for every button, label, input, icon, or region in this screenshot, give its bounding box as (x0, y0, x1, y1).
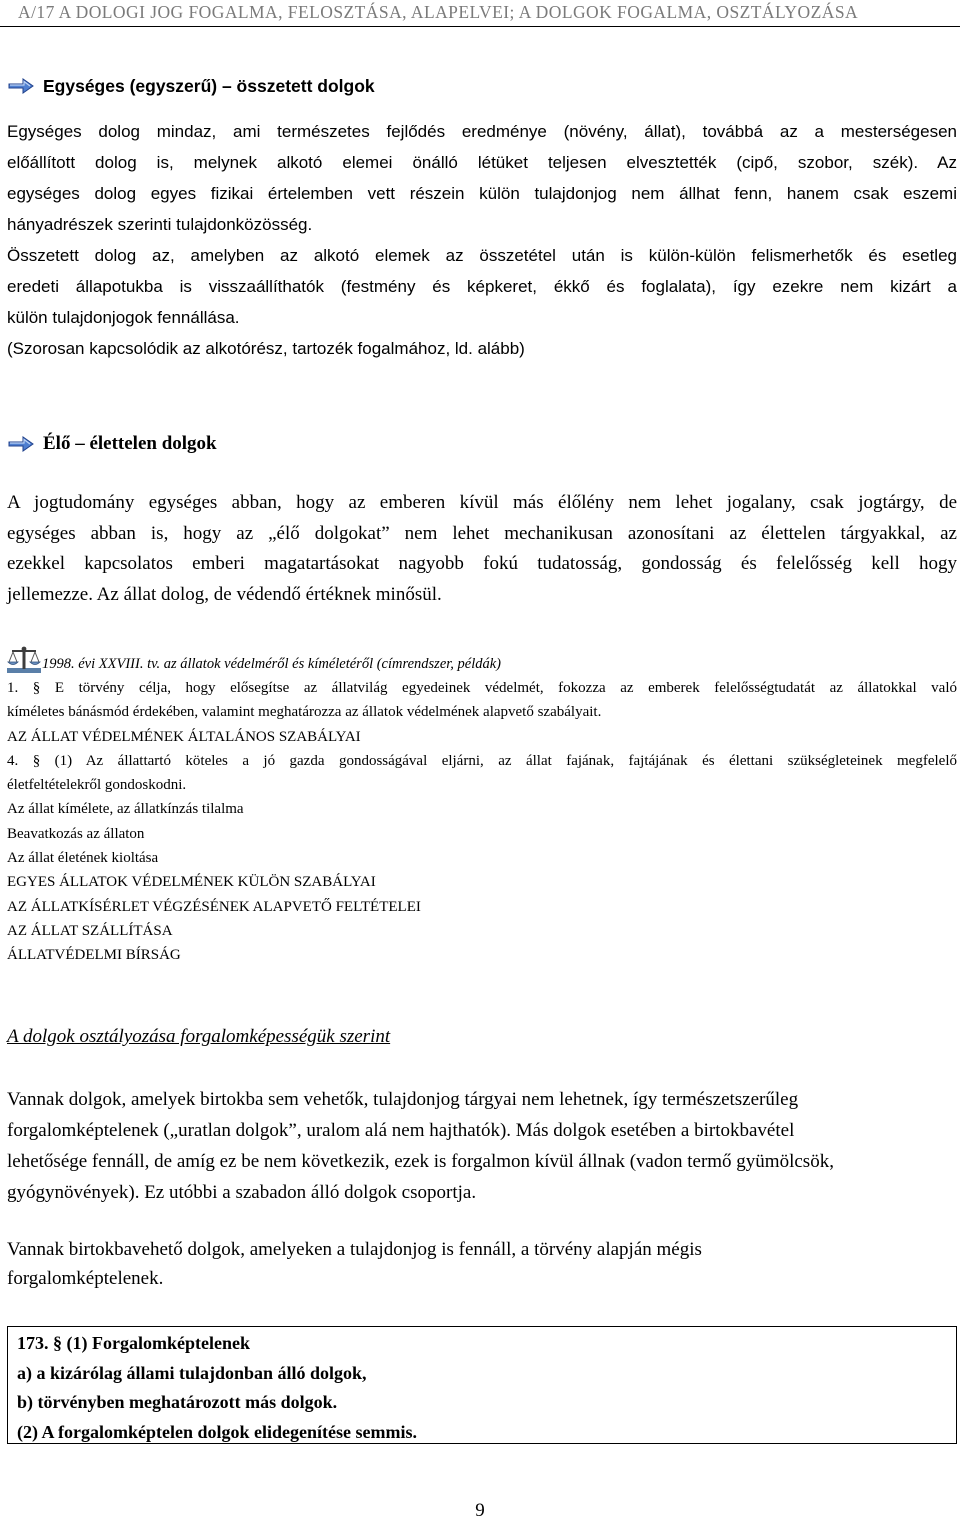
section-heading-forgalomkepesseg: A dolgok osztályozása forgalomképességük szerint (7, 1026, 391, 1047)
text-line: lehetősége fennáll, de amíg ez be nem következik, ezek is forgalmon kívül állnak (vadon termő gyümölcsök, (7, 1151, 834, 1172)
text-line: előállított dolog is, melynek alkotó elemei önálló létüket teljesen elvesztették (cipő, szobor, szék). Az (7, 153, 957, 172)
law-line: életfeltételekről gondoskodni. (7, 777, 187, 794)
statute-line: b) törvényben meghatározott más dolgok. (17, 1392, 338, 1412)
header-title: A/17 A DOLOGI JOG FOGALMA, FELOSZTÁSA, ALAPELVEI; A DOLGOK FOGALMA, OSZTÁLYOZÁSA (18, 2, 859, 22)
page-number: 9 (475, 1500, 485, 1521)
law-line: kíméletes bánásmód érdekében, valamint meghatározza az állatok védelmének alapvető szabályait. (7, 704, 602, 721)
statute-line: 173. § (1) Forgalomképtelenek (17, 1333, 250, 1353)
law-excerpt (7, 641, 957, 968)
law-line: Beavatkozás az állaton (7, 825, 145, 842)
section-title: Egységes (egyszerű) – összetett dolgok (43, 75, 375, 96)
text-line: ezekkel kapcsolatos emberi magatartásokat nagyobb fokú tudatosság, gondosság és felelősség kell hogy (7, 553, 957, 574)
section-heading-elo-elettelen (8, 432, 217, 456)
arrow-icon (8, 436, 34, 452)
statute-line: a) a kizárólag állami tulajdonban álló dolgok, (17, 1362, 367, 1383)
text-line: Egységes dolog mindaz, ami természetes fejlődés eredménye (növény, állat), továbbá az a mesterségesen (7, 122, 957, 141)
paragraph-elo-elettelen (7, 488, 957, 610)
text-line: (Szorosan kapcsolódik az alkotórész, tartozék fogalmához, ld. alább) (7, 339, 525, 358)
law-line: 4. § (1) Az állattartó köteles a jó gazda gondosságával eljárni, az állat fajának, fajtájának és élettani szükségleteinek megfelelő (7, 752, 957, 769)
text-line: gyógynövények). Ez utóbbi a szabadon álló dolgok csoportja. (7, 1182, 477, 1203)
paragraph-forgalomkeptelen-2 (7, 1235, 957, 1293)
law-line: 1. § E törvény célja, hogy elősegítse az állatvilág egyedeinek védelmét, fokozza az emberek felelősségtudatát az állatokkal való (7, 680, 957, 696)
arrow-icon (8, 78, 34, 94)
text-line: eredeti állapotukba is visszaállíthatók (festmény és képkeret, ékkő és foglalata), így ezekre nem kizárt a (7, 277, 957, 296)
law-line: AZ ÁLLAT SZÁLLÍTÁSA (7, 922, 173, 939)
text-line: A jogtudomány egységes abban, hogy az emberen kívül más élőlény nem lehet jogalany, csak jogtárgy, de (7, 492, 957, 513)
text-line: egységes abban is, hogy az „élő dolgokat” nem lehet mechanikusan azonosítani az élettelen tárgyakkal, az (7, 522, 957, 544)
statute-box-173 (7, 1326, 957, 1444)
law-line: AZ ÁLLAT VÉDELMÉNEK ÁLTALÁNOS SZABÁLYAI (7, 728, 361, 745)
text-line: Vannak birtokbavehető dolgok, amelyeken a tulajdonjog is fennáll, a törvény alapján mégis (7, 1239, 702, 1260)
text-line: külön tulajdonjogok fennállása. (7, 308, 240, 327)
text-line: Összetett dolog az, amelyben az alkotó elemek az összetétel után is külön-külön felismerhetők és esetleg (7, 246, 957, 265)
law-title: 1998. évi XXVIII. tv. az állatok védelméről és kíméletéről (címrendszer, példák) (42, 656, 502, 672)
text-line: jellemezze. Az állat dolog, de védendő értéknek minősül. (7, 583, 442, 605)
law-line: EGYES ÁLLATOK VÉDELMÉNEK KÜLÖN SZABÁLYAI (7, 874, 376, 891)
law-line: Az állat életének kioltása (7, 850, 159, 867)
text-line: Vannak dolgok, amelyek birtokba sem vehetők, tulajdonjog tárgyai nem lehetnek, így természetszerűleg (7, 1089, 799, 1110)
law-line: AZ ÁLLATKÍSÉRLET VÉGZÉSÉNEK ALAPVETŐ FELTÉTELEI (7, 898, 421, 915)
law-title-row (7, 641, 957, 673)
paragraph-forgalomkeptelen-1 (7, 1084, 957, 1208)
scales-icon (7, 645, 41, 673)
statute-line: (2) A forgalomképtelen dolgok elidegenítése semmis. (17, 1421, 417, 1442)
text-line: egységes dolog egyes fizikai értelemben vett részein külön tulajdonjog nem állhat fenn, hanem csak eszemi (7, 184, 957, 203)
law-line: ÁLLATVÉDELMI BÍRSÁG (7, 947, 181, 964)
page-header (0, 0, 960, 27)
paragraph-egyseges-osszetett (7, 116, 957, 364)
section-title: Élő – élettelen dolgok (43, 433, 217, 454)
text-line: forgalomképtelenek („uratlan dolgok”, uralom alá nem hajthatók). Más dolgok esetében a birtokbavétel (7, 1120, 795, 1141)
text-line: forgalomképtelenek. (7, 1268, 164, 1289)
section-heading-egyseges (8, 74, 375, 98)
law-line: Az állat kímélete, az állatkínzás tilalma (7, 801, 244, 818)
text-line: hányadrészek szerinti tulajdonközösség. (7, 215, 313, 234)
